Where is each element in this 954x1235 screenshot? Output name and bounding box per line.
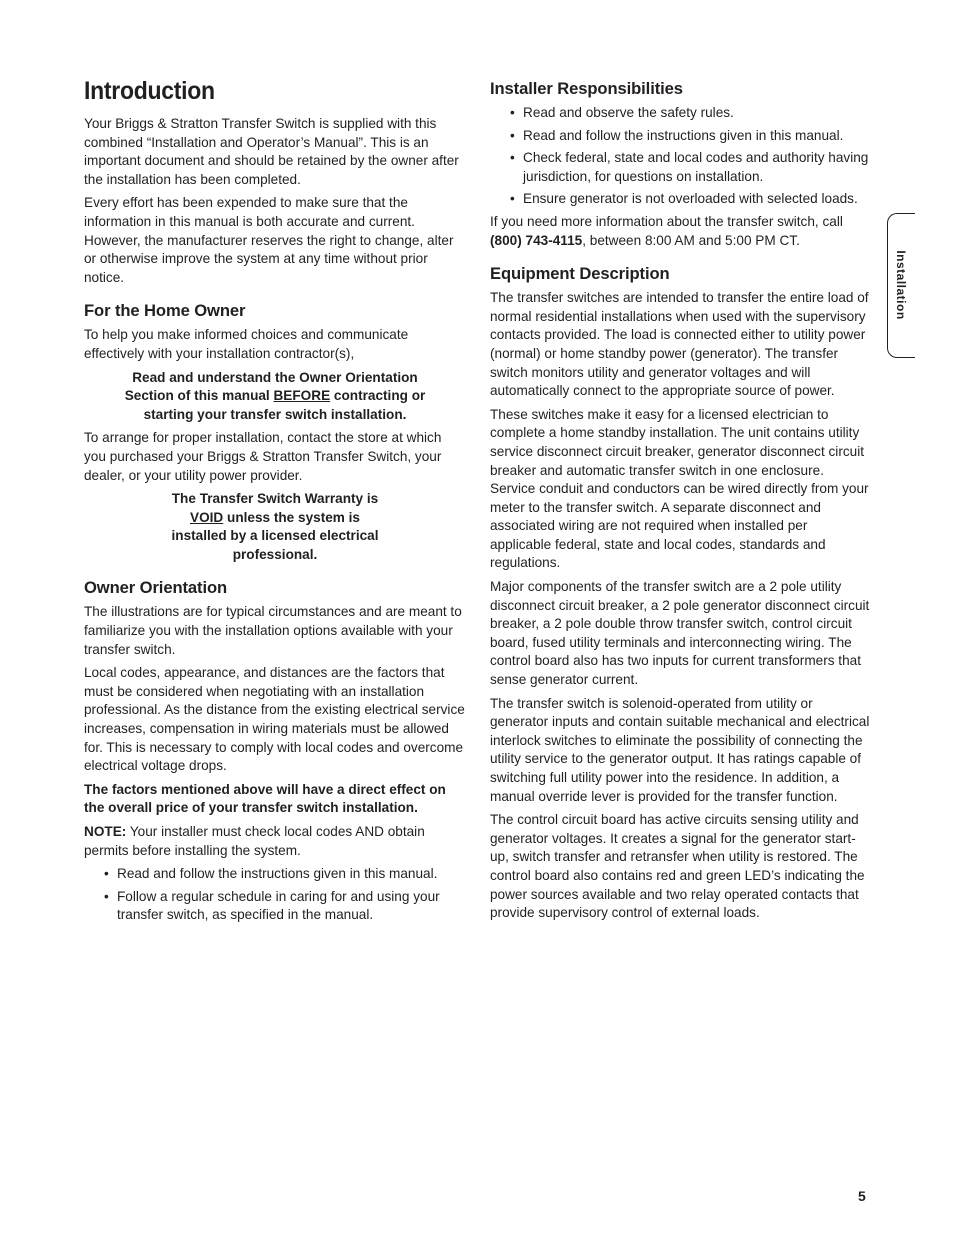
list-item: • Read and observe the safety rules. [490,104,870,123]
orientation-paragraph-1: The illustrations are for typical circumstances and are meant to familiarize you with the installation options available with your transfer switch. [84,604,462,657]
list-item: • Read and follow the instructions given in this manual. [84,865,466,884]
equipment-paragraph-3: Major components of the transfer switch are a 2 pole utility disconnect circuit breaker, a 2 pole generator disconnect circuit breaker, a 2 pole double throw transfer switch, control circuit board, fused utility terminals and interconnecting wiring. The control board also has two inputs for current transformers that sense generator current. [490,579,870,688]
right-column [490,79,870,928]
equipment-paragraph-1: The transfer switches are intended to transfer the entire load of normal residential installations when used with the supervisory contacts provided. The load is connected either to utility power (normal) or home standby power (generator). The transfer switch monitors utility and generator voltages and will automatically connect to the appropriate source of power. [490,290,869,399]
read-understand-notice [84,369,466,425]
page-number: 5 [858,1188,866,1204]
equipment-paragraph-2: These switches make it easy for a licensed electrician to complete a home standby installation. The unit contains utility service disconnect circuit breaker, generator disconnect circuit breaker and automatic transfer switch in one enclosure. Service conduit and conductors can be wired directly from your meter to the transfer switch. A separate disconnect and associated wiring are not required when installed per applicable federal, state and local codes, standards and regulations. [490,406,869,571]
read-understand-text-a: Read and understand the Owner Orientation Section of this manual [124,369,418,404]
contact-info-paragraph [490,213,870,250]
left-column [84,76,466,929]
home-owner-heading: For the Home Owner [84,301,246,321]
read-understand-text-b: contracting or starting your transfer switch installation. [143,388,426,422]
orientation-bold-notice: The factors mentioned above will have a direct effect on the overall price of your transfer switch installation. [84,781,446,816]
equipment-description-heading: Equipment Description [490,264,670,284]
owner-bullet-list [84,865,466,925]
equipment-paragraph-4: The transfer switch is solenoid-operated from utility or generator inputs and contain suitable mechanical and electrical interlock switches to eliminate the possibility of connecting the utility service to the generator output. It has ratings capable of switching full utility power into the residence. In addition, a manual override lever is provided for the transfer function. [490,695,870,804]
intro-paragraph-2: Every effort has been expended to make sure that the information in this manual is both accurate and current. However, the manufacturer reserves the right to change, alter or otherwise improve the system at any time without prior notice. [84,195,454,285]
note-label: NOTE: [84,824,127,839]
home-owner-paragraph-2: To arrange for proper installation, contact the store at which you purchased your Briggs & Stratton Transfer Switch, your dealer, or your utility power provider. [84,430,442,483]
contact-phone: (800) 743-4115 [490,232,583,248]
contact-text-b: , between 8:00 AM and 5:00 PM CT. [582,232,800,248]
read-understand-before: BEFORE [273,388,331,404]
list-item: • Ensure generator is not overloaded with selected loads. [490,190,870,209]
equipment-paragraph-5: The control circuit board has active circuits sensing utility and generator voltages. It creates a signal for the generator start-up, switch transfer and retransfer when utility is restored. The control board also contains red and green LED’s indicating the power sources available and two relay operated contacts that provide supervisory control of external loads. [490,812,865,921]
contact-text-a: If you need more information about the transfer switch, call [490,213,843,229]
note-paragraph [84,823,466,860]
orientation-paragraph-2: Local codes, appearance, and distances are the factors that must be considered when negotiating with an installation professional. As the distance from the existing electrical service increases, compensation in wiring materials must be allowed for. This is necessary to comply with local codes and overcome electrical voltage drops. [84,665,465,774]
warranty-text-a: The Transfer Switch Warranty is [171,491,379,507]
warranty-text-b: unless the system is installed by a licensed electrical professional. [171,509,379,562]
list-item: • Follow a regular schedule in caring for and using your transfer switch, as specified in the manual. [84,888,466,925]
owner-orientation-heading: Owner Orientation [84,578,228,598]
installer-responsibilities-heading: Installer Responsibilities [490,79,683,98]
list-item: • Read and follow the instructions given in this manual. [490,127,870,146]
warranty-void: VOID [190,509,224,525]
warranty-notice [84,490,466,564]
list-item: • Check federal, state and local codes and authority having jurisdiction, for questions on installation. [490,149,870,186]
home-owner-paragraph-1: To help you make informed choices and communicate effectively with your installation contractor(s), [84,327,409,361]
note-text: Your installer must check local codes AND obtain permits before installing the system. [84,824,425,858]
section-tab-label: Installation [894,250,908,320]
installer-bullet-list [490,104,870,209]
page-title: Introduction [84,77,215,105]
intro-paragraph-1: Your Briggs & Stratton Transfer Switch is supplied with this combined “Installation and Operator’s Manual”. This is an important document and should be retained by the owner after the installation has been completed. [84,116,459,187]
